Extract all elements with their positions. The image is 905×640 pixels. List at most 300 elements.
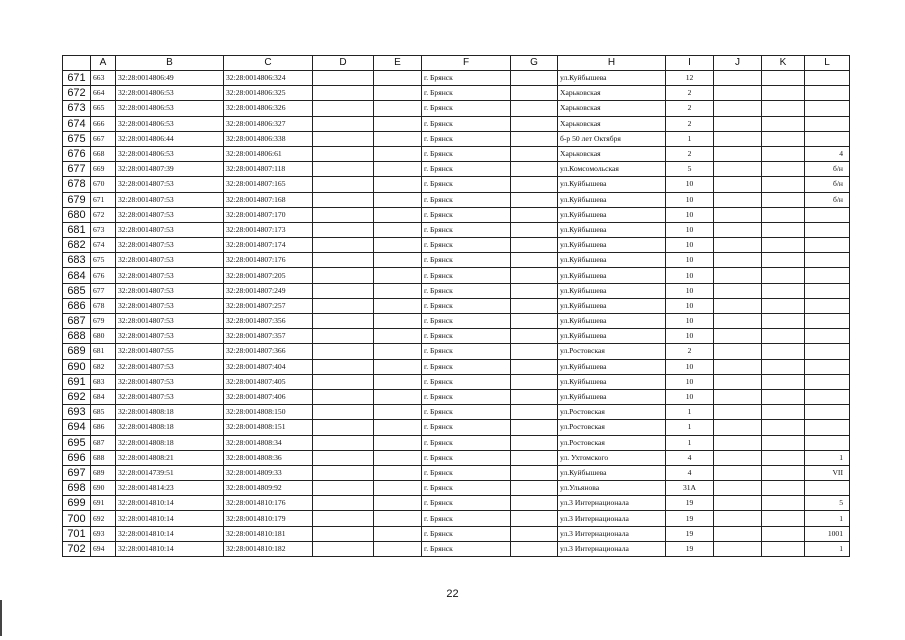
cell-i: 10 — [666, 222, 714, 237]
cell-e — [374, 420, 422, 435]
cell-c: 32:28:0014807:118 — [224, 162, 313, 177]
cell-l — [805, 238, 850, 253]
cell-l — [805, 344, 850, 359]
cell-c: 32:28:0014809:33 — [224, 465, 313, 480]
cell-j — [714, 116, 762, 131]
cell-e — [374, 162, 422, 177]
cell-j — [714, 192, 762, 207]
cell-f: г. Брянск — [422, 526, 511, 541]
cell-g — [511, 162, 558, 177]
cell-b: 32:28:0014808:18 — [116, 420, 224, 435]
cell-h: ул.Куйбышева — [558, 71, 666, 86]
cell-d — [313, 374, 374, 389]
cell-k — [762, 222, 805, 237]
cell-g — [511, 389, 558, 404]
table-row — [63, 329, 850, 344]
column-header-k: K — [762, 56, 805, 71]
cell-f: г. Брянск — [422, 162, 511, 177]
cell-f: г. Брянск — [422, 207, 511, 222]
cell-c: 32:28:0014807:249 — [224, 283, 313, 298]
cell-l: б/н — [805, 177, 850, 192]
cell-c: 32:28:0014806:338 — [224, 131, 313, 146]
cell-c: 32:28:0014806:325 — [224, 86, 313, 101]
cell-l: 1 — [805, 541, 850, 556]
cell-j — [714, 268, 762, 283]
cell-l — [805, 314, 850, 329]
row-number: 678 — [63, 177, 91, 192]
cell-l — [805, 298, 850, 313]
cell-c: 32:28:0014809:92 — [224, 481, 313, 496]
cell-f: г. Брянск — [422, 465, 511, 480]
cell-i: 4 — [666, 465, 714, 480]
cell-d — [313, 222, 374, 237]
cell-g — [511, 435, 558, 450]
cell-f: г. Брянск — [422, 374, 511, 389]
cell-i: 10 — [666, 268, 714, 283]
column-header — [63, 56, 91, 71]
cell-k — [762, 177, 805, 192]
cell-e — [374, 207, 422, 222]
cell-d — [313, 238, 374, 253]
cell-e — [374, 131, 422, 146]
cell-h: ул.Куйбышева — [558, 238, 666, 253]
table-row — [63, 116, 850, 131]
table-row — [63, 238, 850, 253]
cell-d — [313, 389, 374, 404]
cell-i: 10 — [666, 374, 714, 389]
cell-a: 664 — [91, 86, 116, 101]
cell-g — [511, 359, 558, 374]
cell-j — [714, 207, 762, 222]
column-header-h: H — [558, 56, 666, 71]
cell-i: 19 — [666, 511, 714, 526]
column-header-e: E — [374, 56, 422, 71]
cell-b: 32:28:0014807:53 — [116, 222, 224, 237]
cell-l — [805, 329, 850, 344]
cell-e — [374, 481, 422, 496]
cell-k — [762, 146, 805, 161]
cell-f: г. Брянск — [422, 511, 511, 526]
cell-l — [805, 374, 850, 389]
table-row — [63, 511, 850, 526]
cell-f: г. Брянск — [422, 146, 511, 161]
row-number: 674 — [63, 116, 91, 131]
cell-e — [374, 253, 422, 268]
cell-c: 32:28:0014807:366 — [224, 344, 313, 359]
row-number: 675 — [63, 131, 91, 146]
table-row — [63, 268, 850, 283]
cell-i: 10 — [666, 253, 714, 268]
table-row — [63, 298, 850, 313]
cell-i: 2 — [666, 86, 714, 101]
cell-a: 677 — [91, 283, 116, 298]
cell-k — [762, 496, 805, 511]
cell-i: 1 — [666, 131, 714, 146]
cell-g — [511, 526, 558, 541]
cell-b: 32:28:0014807:53 — [116, 177, 224, 192]
table-row — [63, 405, 850, 420]
cell-j — [714, 238, 762, 253]
cell-b: 32:28:0014807:53 — [116, 253, 224, 268]
cell-f: г. Брянск — [422, 101, 511, 116]
cell-a: 671 — [91, 192, 116, 207]
table-row — [63, 253, 850, 268]
cell-f: г. Брянск — [422, 283, 511, 298]
cell-b: 32:28:0014807:53 — [116, 374, 224, 389]
cell-g — [511, 192, 558, 207]
cell-c: 32:28:0014807:165 — [224, 177, 313, 192]
cell-i: 10 — [666, 207, 714, 222]
cell-j — [714, 450, 762, 465]
cell-a: 694 — [91, 541, 116, 556]
cell-g — [511, 374, 558, 389]
cell-e — [374, 511, 422, 526]
cell-i: 10 — [666, 283, 714, 298]
row-number: 671 — [63, 71, 91, 86]
cell-a: 693 — [91, 526, 116, 541]
cell-c: 32:28:0014808:150 — [224, 405, 313, 420]
cell-i: 10 — [666, 177, 714, 192]
table-row — [63, 146, 850, 161]
cell-k — [762, 86, 805, 101]
cell-c: 32:28:0014807:356 — [224, 314, 313, 329]
table-row — [63, 177, 850, 192]
table-row — [63, 314, 850, 329]
cell-g — [511, 283, 558, 298]
cell-h: ул.Куйбышева — [558, 283, 666, 298]
cell-e — [374, 405, 422, 420]
cell-g — [511, 329, 558, 344]
cell-h: б-р 50 лет Октября — [558, 131, 666, 146]
cell-c: 32:28:0014807:173 — [224, 222, 313, 237]
cell-h: ул.3 Интернационала — [558, 511, 666, 526]
cell-e — [374, 71, 422, 86]
row-number: 701 — [63, 526, 91, 541]
cell-j — [714, 359, 762, 374]
cell-c: 32:28:0014807:357 — [224, 329, 313, 344]
column-header-f: F — [422, 56, 511, 71]
cell-d — [313, 283, 374, 298]
cell-j — [714, 283, 762, 298]
cell-h: ул.Ростовская — [558, 420, 666, 435]
cell-d — [313, 116, 374, 131]
cell-a: 667 — [91, 131, 116, 146]
table-row — [63, 541, 850, 556]
cell-a: 689 — [91, 465, 116, 480]
cell-f: г. Брянск — [422, 541, 511, 556]
cell-h: ул.Куйбышева — [558, 329, 666, 344]
cell-k — [762, 283, 805, 298]
cell-h: ул.Ростовская — [558, 405, 666, 420]
cell-e — [374, 298, 422, 313]
cell-h: ул.Куйбышева — [558, 314, 666, 329]
cell-f: г. Брянск — [422, 359, 511, 374]
cell-k — [762, 511, 805, 526]
cell-g — [511, 177, 558, 192]
cell-b: 32:28:0014806:49 — [116, 71, 224, 86]
cell-h: ул. Ухтомского — [558, 450, 666, 465]
cell-f: г. Брянск — [422, 298, 511, 313]
cell-c: 32:28:0014807:205 — [224, 268, 313, 283]
cell-h: ул.Куйбышева — [558, 268, 666, 283]
cell-a: 674 — [91, 238, 116, 253]
table-row — [63, 359, 850, 374]
cell-e — [374, 526, 422, 541]
cell-b: 32:28:0014806:53 — [116, 116, 224, 131]
cell-c: 32:28:0014807:174 — [224, 238, 313, 253]
cell-d — [313, 435, 374, 450]
cell-l: VII — [805, 465, 850, 480]
row-number: 679 — [63, 192, 91, 207]
cell-l: б/н — [805, 192, 850, 207]
cell-h: ул.Куйбышева — [558, 389, 666, 404]
cell-k — [762, 435, 805, 450]
cell-d — [313, 405, 374, 420]
cell-h: ул.Куйбышева — [558, 222, 666, 237]
cell-k — [762, 314, 805, 329]
cell-b: 32:28:0014806:53 — [116, 146, 224, 161]
cell-i: 5 — [666, 162, 714, 177]
cell-k — [762, 450, 805, 465]
row-number: 684 — [63, 268, 91, 283]
cell-b: 32:28:0014807:53 — [116, 359, 224, 374]
cell-d — [313, 71, 374, 86]
cell-g — [511, 481, 558, 496]
cell-i: 10 — [666, 314, 714, 329]
cell-f: г. Брянск — [422, 450, 511, 465]
cell-c: 32:28:0014808:34 — [224, 435, 313, 450]
cell-h: ул.Ульянова — [558, 481, 666, 496]
cell-c: 32:28:0014807:168 — [224, 192, 313, 207]
cell-l — [805, 283, 850, 298]
cell-a: 670 — [91, 177, 116, 192]
cell-g — [511, 314, 558, 329]
cell-k — [762, 131, 805, 146]
cell-d — [313, 541, 374, 556]
column-header-b: B — [116, 56, 224, 71]
cell-d — [313, 177, 374, 192]
cell-h: Харьковская — [558, 116, 666, 131]
cell-g — [511, 541, 558, 556]
cell-d — [313, 481, 374, 496]
cell-b: 32:28:0014807:53 — [116, 329, 224, 344]
cell-b: 32:28:0014807:53 — [116, 314, 224, 329]
table-row — [63, 435, 850, 450]
cell-l — [805, 359, 850, 374]
row-number: 673 — [63, 101, 91, 116]
cell-h: ул.Комсомольская — [558, 162, 666, 177]
cell-h: Харьковская — [558, 101, 666, 116]
cell-a: 679 — [91, 314, 116, 329]
cell-b: 32:28:0014807:53 — [116, 207, 224, 222]
cell-j — [714, 222, 762, 237]
table-row — [63, 496, 850, 511]
table-row — [63, 222, 850, 237]
cell-a: 682 — [91, 359, 116, 374]
cell-a: 669 — [91, 162, 116, 177]
cell-a: 685 — [91, 405, 116, 420]
row-number: 689 — [63, 344, 91, 359]
cell-e — [374, 116, 422, 131]
cell-k — [762, 359, 805, 374]
cell-g — [511, 101, 558, 116]
cell-g — [511, 222, 558, 237]
cell-k — [762, 192, 805, 207]
row-number: 688 — [63, 329, 91, 344]
cell-l — [805, 86, 850, 101]
cell-c: 32:28:0014808:36 — [224, 450, 313, 465]
cell-j — [714, 177, 762, 192]
cell-i: 19 — [666, 526, 714, 541]
cell-i: 2 — [666, 116, 714, 131]
cell-b: 32:28:0014739:51 — [116, 465, 224, 480]
cell-d — [313, 253, 374, 268]
row-number: 694 — [63, 420, 91, 435]
cell-i: 19 — [666, 496, 714, 511]
cell-b: 32:28:0014807:53 — [116, 268, 224, 283]
column-header-c: C — [224, 56, 313, 71]
cell-i: 10 — [666, 238, 714, 253]
cell-b: 32:28:0014810:14 — [116, 526, 224, 541]
table-row — [63, 389, 850, 404]
cell-c: 32:28:0014806:61 — [224, 146, 313, 161]
cell-g — [511, 207, 558, 222]
cell-k — [762, 253, 805, 268]
cell-b: 32:28:0014807:53 — [116, 192, 224, 207]
table-row — [63, 207, 850, 222]
cell-b: 32:28:0014810:14 — [116, 511, 224, 526]
cell-i: 10 — [666, 329, 714, 344]
cell-i: 12 — [666, 71, 714, 86]
cell-f: г. Брянск — [422, 253, 511, 268]
cell-f: г. Брянск — [422, 86, 511, 101]
cell-l — [805, 222, 850, 237]
cell-j — [714, 465, 762, 480]
cell-d — [313, 146, 374, 161]
cell-g — [511, 465, 558, 480]
cell-j — [714, 162, 762, 177]
cell-e — [374, 435, 422, 450]
cell-i: 2 — [666, 344, 714, 359]
cell-d — [313, 131, 374, 146]
row-number: 680 — [63, 207, 91, 222]
cell-f: г. Брянск — [422, 268, 511, 283]
cell-k — [762, 298, 805, 313]
cell-a: 683 — [91, 374, 116, 389]
cell-j — [714, 526, 762, 541]
cell-j — [714, 146, 762, 161]
cell-e — [374, 146, 422, 161]
cell-e — [374, 268, 422, 283]
cell-k — [762, 101, 805, 116]
cell-j — [714, 131, 762, 146]
cell-h: ул.Ростовская — [558, 435, 666, 450]
cell-f: г. Брянск — [422, 131, 511, 146]
cell-c: 32:28:0014807:257 — [224, 298, 313, 313]
cell-j — [714, 314, 762, 329]
cell-f: г. Брянск — [422, 496, 511, 511]
row-number: 677 — [63, 162, 91, 177]
cell-b: 32:28:0014807:53 — [116, 389, 224, 404]
row-number: 691 — [63, 374, 91, 389]
cell-l — [805, 420, 850, 435]
cell-e — [374, 101, 422, 116]
cell-h: Харьковская — [558, 146, 666, 161]
cell-e — [374, 177, 422, 192]
cell-a: 687 — [91, 435, 116, 450]
cell-f: г. Брянск — [422, 238, 511, 253]
cell-b: 32:28:0014807:55 — [116, 344, 224, 359]
cell-a: 672 — [91, 207, 116, 222]
cell-j — [714, 71, 762, 86]
cell-i: 31А — [666, 481, 714, 496]
cell-i: 1 — [666, 435, 714, 450]
cell-k — [762, 329, 805, 344]
cell-i: 2 — [666, 101, 714, 116]
cell-h: Харьковская — [558, 86, 666, 101]
cell-f: г. Брянск — [422, 71, 511, 86]
row-number: 686 — [63, 298, 91, 313]
cell-a: 692 — [91, 511, 116, 526]
cell-h: ул.Куйбышева — [558, 298, 666, 313]
cell-k — [762, 405, 805, 420]
cell-i: 1 — [666, 420, 714, 435]
cell-l: 1001 — [805, 526, 850, 541]
cell-c: 32:28:0014810:176 — [224, 496, 313, 511]
row-number: 690 — [63, 359, 91, 374]
cell-h: ул.Куйбышева — [558, 253, 666, 268]
cell-a: 686 — [91, 420, 116, 435]
cell-f: г. Брянск — [422, 435, 511, 450]
cell-i: 4 — [666, 450, 714, 465]
cell-d — [313, 465, 374, 480]
row-number: 698 — [63, 481, 91, 496]
cell-d — [313, 298, 374, 313]
row-number: 682 — [63, 238, 91, 253]
cell-l: 1 — [805, 450, 850, 465]
cell-g — [511, 268, 558, 283]
cell-k — [762, 268, 805, 283]
cell-i: 2 — [666, 146, 714, 161]
cell-b: 32:28:0014807:53 — [116, 283, 224, 298]
table-row — [63, 481, 850, 496]
table-row — [63, 86, 850, 101]
cell-f: г. Брянск — [422, 329, 511, 344]
cell-e — [374, 238, 422, 253]
row-number: 681 — [63, 222, 91, 237]
cell-e — [374, 374, 422, 389]
scan-edge-mark — [0, 600, 2, 636]
cell-h: ул.Куйбышева — [558, 359, 666, 374]
row-number: 702 — [63, 541, 91, 556]
table-body — [63, 71, 850, 557]
cell-g — [511, 420, 558, 435]
column-header-l: L — [805, 56, 850, 71]
cell-h: ул.Куйбышева — [558, 207, 666, 222]
cell-c: 32:28:0014807:176 — [224, 253, 313, 268]
cell-g — [511, 146, 558, 161]
cell-e — [374, 541, 422, 556]
cell-h: ул.Куйбышева — [558, 374, 666, 389]
cell-g — [511, 450, 558, 465]
cell-d — [313, 511, 374, 526]
cell-i: 10 — [666, 298, 714, 313]
cell-f: г. Брянск — [422, 192, 511, 207]
cell-c: 32:28:0014806:324 — [224, 71, 313, 86]
cell-f: г. Брянск — [422, 344, 511, 359]
cell-l — [805, 389, 850, 404]
row-number: 683 — [63, 253, 91, 268]
